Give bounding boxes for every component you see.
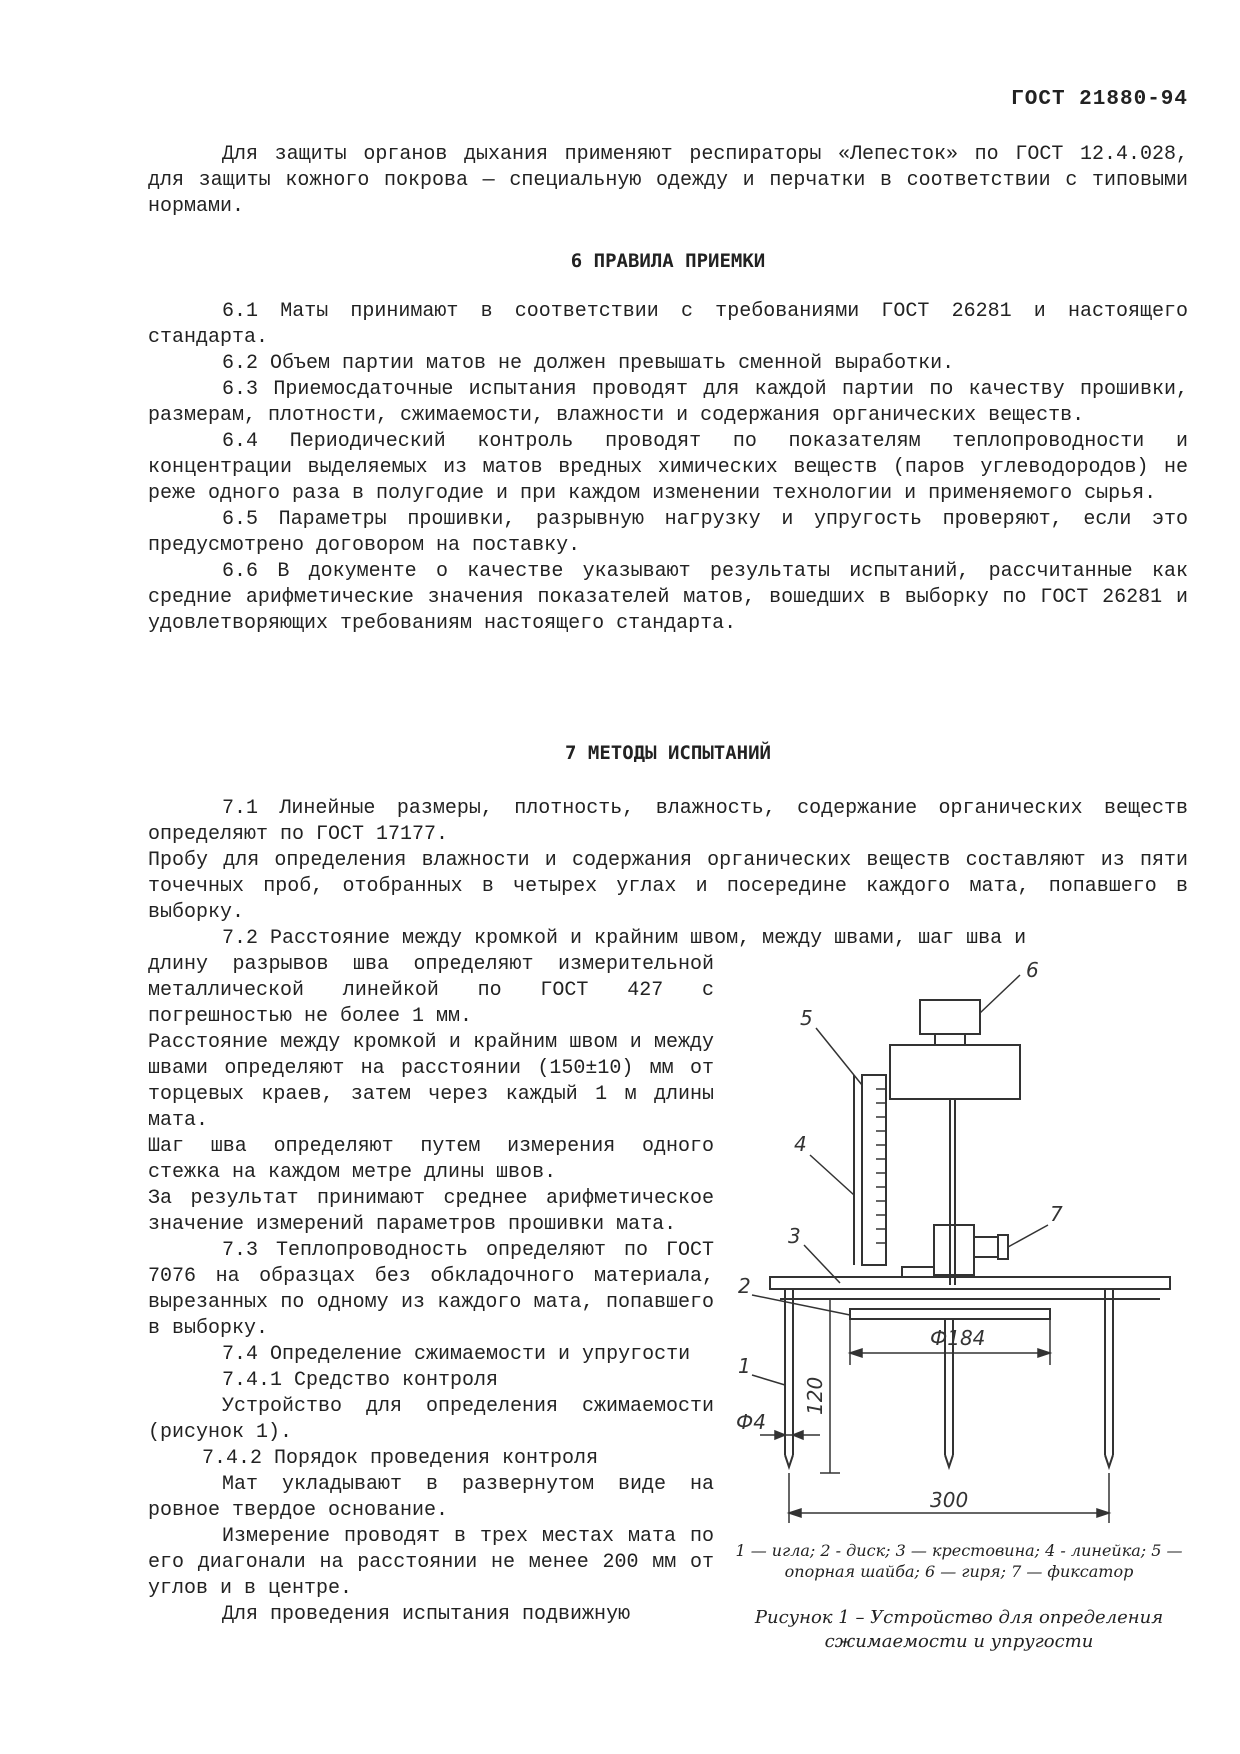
paragraph-7-2-first-line: 7.2 Расстояние между кромкой и крайним швом, между швами, шаг шва и <box>222 927 1027 950</box>
section-6-body <box>148 299 1188 637</box>
dim-d4: Ф4 <box>736 1410 766 1434</box>
dim-h120: 120 <box>803 1376 827 1415</box>
label-7: 7 <box>1050 1202 1063 1226</box>
paragraph-7-1: 7.1 Линейные размеры, плотность, влажность, содержание органических веществ определяют по ГОСТ 17177. <box>148 797 1188 846</box>
paragraph-7-4-1-device: Устройство для определения сжимаемости (рисунок 1). <box>148 1395 714 1444</box>
paragraph-7-3: 7.3 Теплопроводность определяют по ГОСТ 7076 на образцах без обкладочного материала, вырезанных по одному из каждого мата, попавшего в выборку. <box>148 1239 714 1340</box>
needle-1 <box>785 1289 793 1467</box>
section-6-heading: 6 ПРАВИЛА ПРИЕМКИ <box>570 250 766 272</box>
label-1: 1 <box>738 1354 751 1378</box>
intro-block <box>148 142 1188 220</box>
paragraph-7-2-distance: Расстояние между кромкой и крайним швом и между швами определяют на расстоянии (150±10) мм от торцевых краев, затем через каждый 1 м длины мата. <box>148 1031 714 1132</box>
paragraph-6-6: 6.6 В документе о качестве указывают результаты испытаний, рассчитанные как средние арифметические значения показателей матов, вошедших в выборку по ГОСТ 26281 и удовлетворяющих требованиям настоящего стандарта. <box>148 560 1188 635</box>
figure-caption: Рисунок 1 – Устройство для определения сжимаемости и упругости <box>754 1607 1164 1652</box>
figure-1 <box>730 955 1188 1655</box>
left-column <box>148 952 714 1628</box>
paragraph-7-2-cont: длину разрывов шва определяют измерительной металлической линейкой по ГОСТ 427 с погрешностью не более 1 мм. <box>148 953 714 1028</box>
section-7-heading: 7 МЕТОДЫ ИСПЫТАНИЙ <box>565 742 771 764</box>
paragraph-7-2-step: Шаг шва определяют путем измерения одного стежка на каждом метре длины швов. <box>148 1135 714 1184</box>
intro-paragraph: Для защиты органов дыхания применяют респираторы «Лепесток» по ГОСТ 12.4.028, для защиты кожного покрова — специальную одежду и перчатки в соответствии с типовыми нормами. <box>148 143 1188 218</box>
fixator-7 <box>998 1235 1008 1259</box>
device-drawing <box>730 955 1188 1535</box>
section-7-heading-wrap <box>148 740 1188 766</box>
weight-6 <box>920 1000 980 1034</box>
paragraph-6-4: 6.4 Периодический контроль проводят по показателям теплопроводности и концентрации выделяемых из матов вредных химических веществ (паров углеводородов) не реже одного раза в полугодие и при каждом изменении технологии и применяемого сырья. <box>148 430 1188 505</box>
paragraph-7-1-sample: Пробу для определения влажности и содержания органических веществ составляют из пяти точечных проб, отобранных в четырех углах и посередине каждого мата, попавшего в выборку. <box>148 849 1188 924</box>
dim-d184: Ф184 <box>930 1326 986 1350</box>
cross-3 <box>770 1277 1170 1289</box>
paragraph-6-1: 6.1 Маты принимают в соответствии с требованиями ГОСТ 26281 и настоящего стандарта. <box>148 300 1188 349</box>
paragraph-7-2-result: За результат принимают среднее арифметическое значение измерений параметров прошивки мата. <box>148 1187 714 1236</box>
section-7-intro <box>148 796 1188 952</box>
section-6-heading-wrap <box>148 248 1188 274</box>
paragraph-6-3: 6.3 Приемосдаточные испытания проводят для каждой партии по качеству прошивки, размерам, плотности, сжимаемости, влажности и содержания органических веществ. <box>148 378 1188 427</box>
label-4: 4 <box>794 1132 807 1156</box>
label-6: 6 <box>1026 958 1039 982</box>
disk-2 <box>850 1309 1050 1319</box>
paragraph-7-4-2-b: Измерение проводят в трех местах мата по его диагонали на расстоянии не менее 200 мм от углов и в центре. <box>148 1525 714 1600</box>
paragraph-6-2: 6.2 Объем партии матов не должен превышать сменной выработки. <box>222 352 955 375</box>
label-2: 2 <box>738 1274 751 1298</box>
paragraph-7-4-2-a: Мат укладывают в развернутом виде на ровное твердое основание. <box>148 1473 714 1522</box>
standard-code: ГОСТ 21880-94 <box>1011 88 1188 111</box>
paragraph-6-5: 6.5 Параметры прошивки, разрывную нагрузку и упругость проверяют, если это предусмотрено договором на поставку. <box>148 508 1188 557</box>
label-5: 5 <box>800 1006 813 1030</box>
figure-legend: 1 — игла; 2 - диск; 3 — крестовина; 4 - линейка; 5 — опорная шайба; 6 — гиря; 7 — фиксатор <box>735 1541 1183 1581</box>
paragraph-7-4-2: 7.4.2 Порядок проведения контроля <box>202 1447 599 1470</box>
dim-w300: 300 <box>930 1488 969 1512</box>
weight-base <box>890 1045 1020 1099</box>
paragraph-7-4: 7.4 Определение сжимаемости и упругости <box>222 1343 691 1366</box>
paragraph-7-4-1: 7.4.1 Средство контроля <box>222 1369 499 1392</box>
label-3: 3 <box>788 1224 801 1248</box>
paragraph-7-4-2-c: Для проведения испытания подвижную <box>222 1603 631 1626</box>
